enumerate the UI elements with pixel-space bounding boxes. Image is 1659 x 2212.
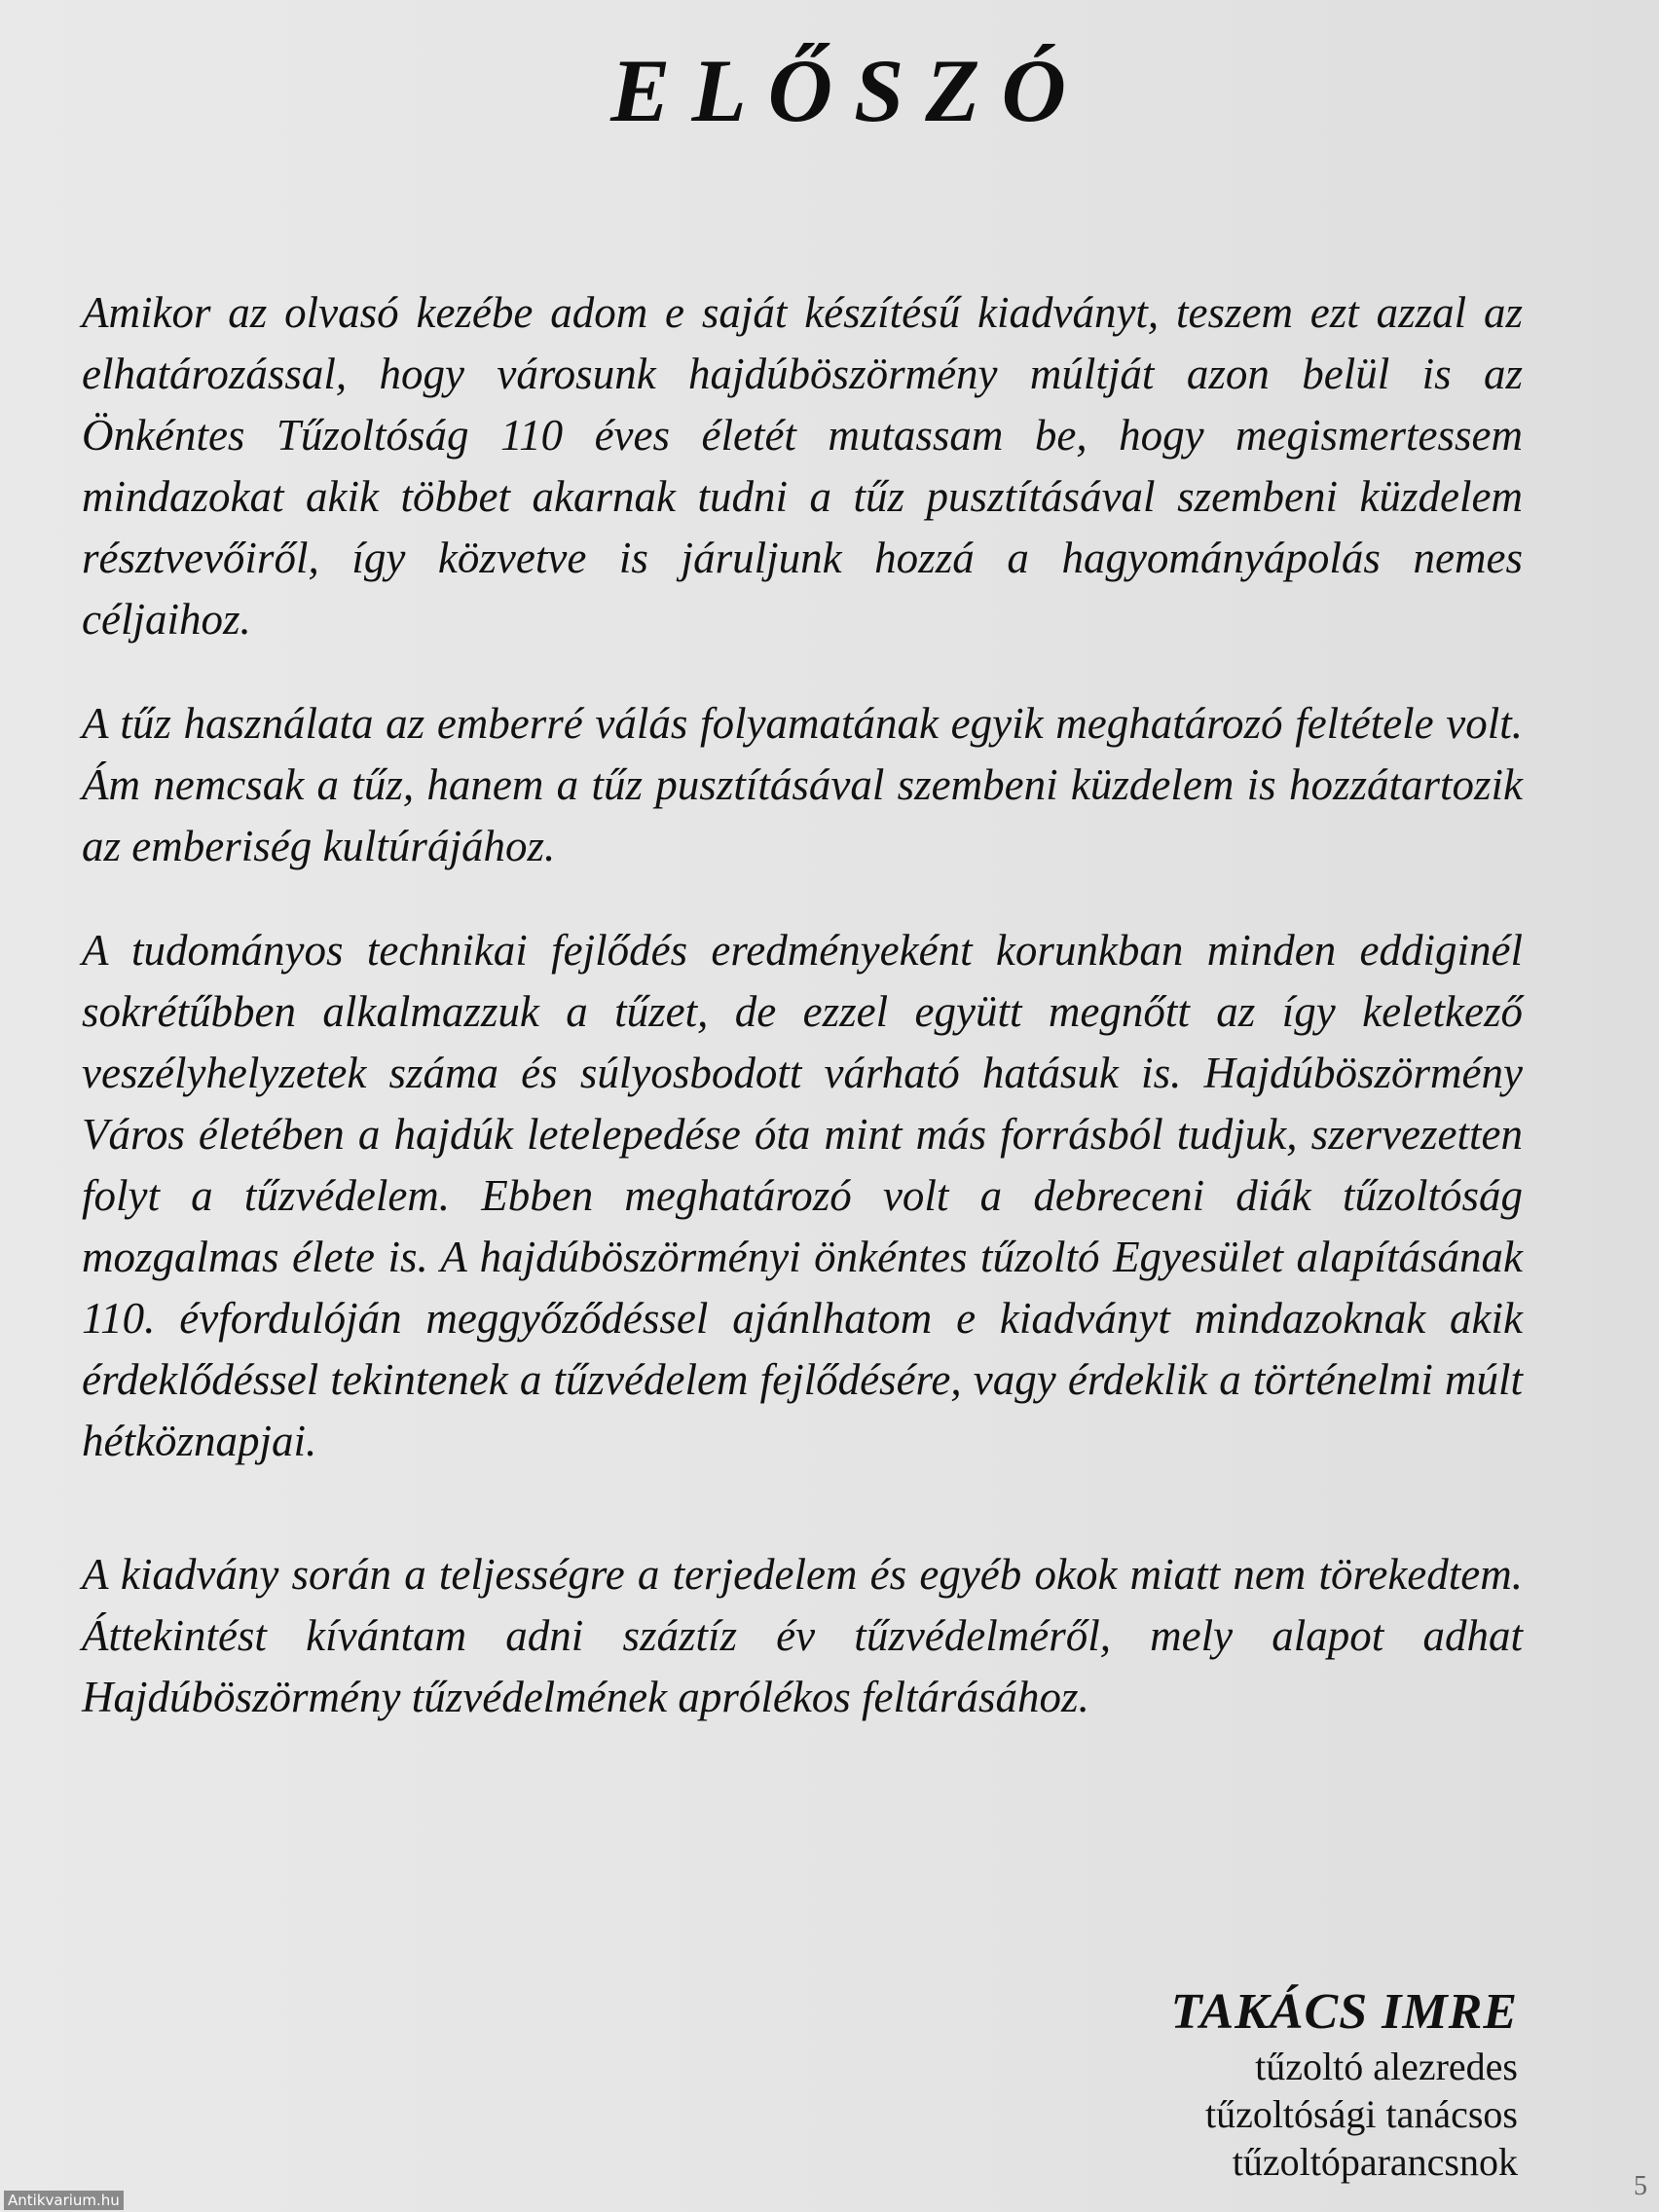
paragraph-development: A tudományos technikai fejlődés eredményeként korunkban minden eddiginél sokrétűbben alkalmazzuk a tűzet, de ezzel együtt megnőtt az így keletkező veszélyhelyzetek száma és súlyosbodott várható hatásuk is. Hajdúböszörmény Város életében a hajdúk letelepedése óta mint más forrásból tudjuk, szervezetten folyt a tűzvédelem. Ebben meghatározó volt a debreceni diák tűzoltóság mozgalmas élete is. A hajdúböszörményi önkéntes tűzoltó Egyesület alapításának 110. évfordulóján meggyőződéssel ajánlhatom e kiadványt mindazoknak akik érdeklődéssel tekintenek a tűzvédelem fejlődésére, vagy érdeklik a történelmi múlt hétköznapjai.: [82, 926, 1523, 1465]
paragraph-fire-use: A tűz használata az emberré válás folyamatának egyik meghatározó feltétele volt. Ám nemcsak a tűz, hanem a tűz pusztításával szembeni küzdelem is hozzátartozik az emberiség kultúrájához.: [82, 699, 1523, 870]
paragraph-scope: A kiadvány során a teljességre a terjedelem és egyéb okok miatt nem törekedtem. Áttekintést kívántam adni száztíz év tűzvédelméről, mely alapot adhat Hajdúböszörmény tűzvédelmének aprólékos feltárásához.: [82, 1550, 1523, 1721]
author-title: tűzoltósági tanácsos: [1204, 2092, 1518, 2136]
signature-block: [836, 1982, 1518, 2186]
author-rank: tűzoltó alezredes: [1255, 2045, 1518, 2088]
author-position: tűzoltóparancsnok: [1232, 2140, 1518, 2184]
foreword-body: [82, 282, 1523, 1771]
page-title: ELŐSZÓ: [610, 41, 1088, 140]
watermark: Antikvarium.hu: [4, 2191, 124, 2210]
author-name: TAKÁCS IMRE: [1170, 1984, 1518, 2040]
page-number: 5: [1634, 2171, 1647, 2201]
paragraph-intro: Amikor az olvasó kezébe adom e saját készítésű kiadványt, teszem ezt azzal az elhatározással, hogy városunk hajdúböszörmény múltját azon belül is az Önkéntes Tűzoltóság 110 éves életét mutassam be, hogy megismertessem mindazokat akik többet akarnak tudni a tűz pusztításával szembeni küzdelem résztvevőiről, így közvetve is járuljunk hozzá a hagyományápolás nemes céljaihoz.: [82, 288, 1523, 644]
